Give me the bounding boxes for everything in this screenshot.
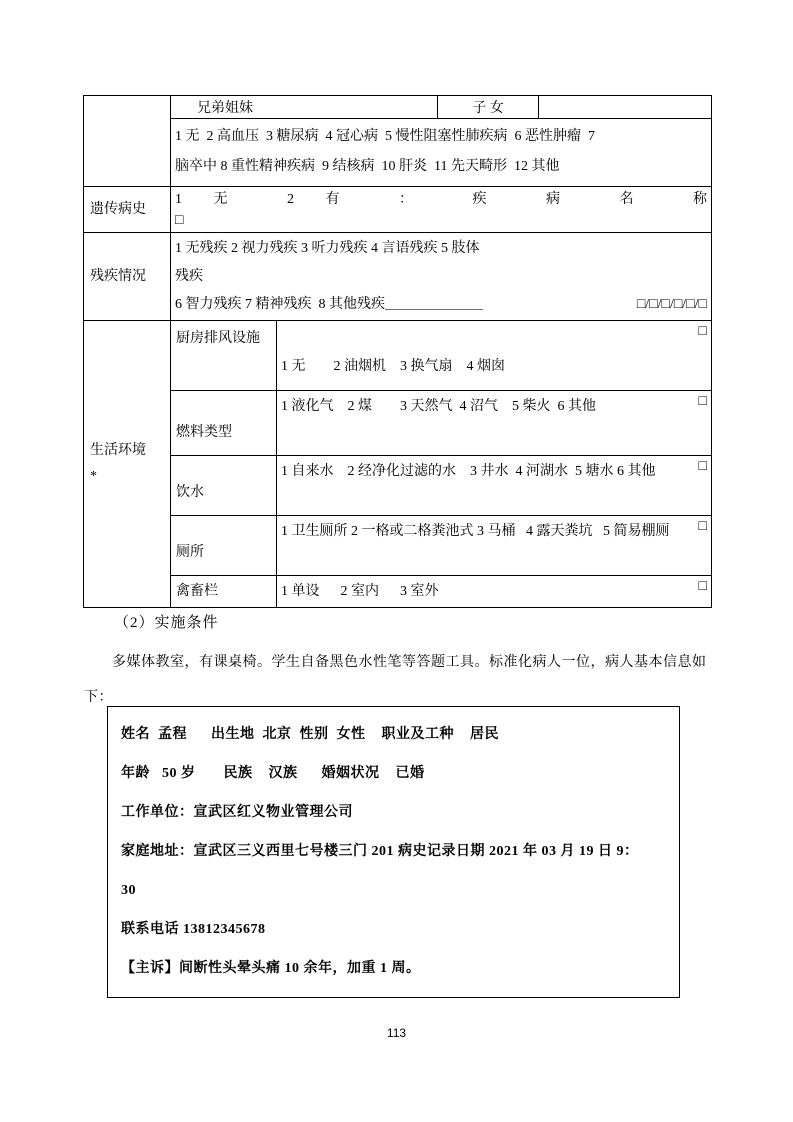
disability-options-line1: 1 无残疾 2 视力残疾 3 听力残疾 4 言语残疾 5 肢体 <box>175 241 480 256</box>
patient-info-line-3: 工作单位：宣武区红义物业管理公司 <box>121 805 353 820</box>
page-number: 113 <box>386 1026 407 1040</box>
kitchen-vent-checkbox-icon: □ <box>698 324 707 339</box>
siblings-header: 兄弟姐妹 <box>171 96 438 119</box>
disease-options-line1: 1 无 2 高血压 3 糖尿病 4 冠心病 5 慢性阻塞性肺疾病 6 恶性肿瘤 7 <box>175 129 595 144</box>
livestock-pen-options: 1 单设 2 室内 3 室外 <box>281 584 439 599</box>
drinking-water-options-cell <box>277 456 712 516</box>
family-history-label-cell <box>84 96 171 187</box>
toilet-label: 厕所 <box>171 516 277 576</box>
livestock-pen-checkbox-icon: □ <box>698 579 707 594</box>
fuel-type-checkbox-icon: □ <box>698 394 707 409</box>
chief-complaint-line: 【主诉】间断性头晕头痛 10 余年，加重 1 周。 <box>121 961 421 976</box>
disease-options-line2: 脑卒中 8 重性精神疾病 9 结核病 10 肝炎 11 先天畸形 12 其他 <box>175 159 560 174</box>
kitchen-vent-label: 厨房排风设施 <box>171 321 277 391</box>
patient-info-box <box>107 706 680 998</box>
patient-info-line-1: 姓名 孟程 出生地 北京 性别 女性 职业及工种 居民 <box>121 727 499 742</box>
intro-paragraph: 多媒体教室，有课桌椅。学生自备黑色水性笔等答题工具。标准化病人一位，病人基本信息如下： <box>84 655 707 705</box>
livestock-pen-options-cell <box>277 576 712 608</box>
living-environment-label <box>84 321 171 608</box>
kitchen-vent-options-cell <box>277 321 712 391</box>
genetic-options: 1 无 2 有 ： 疾 病 名 称 <box>175 192 707 207</box>
genetic-options-cell <box>171 187 712 233</box>
disability-options-line3: 6 智力残疾 7 精神残疾 8 其他残疾＿＿＿＿＿＿＿ <box>175 297 483 312</box>
patient-info-line-2: 年龄 50 岁 民族 汉族 婚姻状况 已婚 <box>121 766 425 781</box>
disability-label: 残疾情况 <box>84 233 171 321</box>
genetic-history-label: 遗传病史 <box>84 187 171 233</box>
disability-options-cell <box>171 233 712 321</box>
fuel-type-options-cell <box>277 391 712 456</box>
disability-checkbox-group: □/□/□/□/□/□ <box>636 297 707 312</box>
children-header: 子 女 <box>438 96 539 119</box>
genetic-checkbox-icon: □ <box>175 213 184 228</box>
fuel-type-options: 1 液化气 2 煤 3 天然气 4 沼气 5 柴火 6 其他 <box>281 399 596 414</box>
patient-info-line-5: 30 <box>121 883 136 898</box>
fuel-type-label: 燃料类型 <box>171 391 277 456</box>
drinking-water-label: 饮水 <box>171 456 277 516</box>
living-environment-label-text: 生活环境 <box>90 443 146 458</box>
toilet-options-cell <box>277 516 712 576</box>
section-heading: （2）实施条件 <box>114 615 219 631</box>
livestock-pen-label: 禽畜栏 <box>171 576 277 608</box>
health-record-table <box>83 95 712 608</box>
toilet-options: 1 卫生厕所 2 一格或二格粪池式 3 马桶 4 露天粪坑 5 简易棚厕 <box>281 524 670 539</box>
toilet-checkbox-icon: □ <box>698 519 707 534</box>
patient-info-line-4: 家庭地址：宣武区三义西里七号楼三门 201 病史记录日期 2021 年 03 月 19 日 9： <box>121 844 639 859</box>
disease-options-cell <box>171 119 712 187</box>
living-environment-star: * <box>90 469 97 484</box>
empty-header-cell <box>539 96 712 119</box>
kitchen-vent-options: 1 无 2 油烟机 3 换气扇 4 烟囱 <box>281 359 505 374</box>
patient-info-line-6: 联系电话 13812345678 <box>121 922 266 937</box>
disability-options-line2: 残疾 <box>175 269 203 284</box>
drinking-water-options: 1 自来水 2 经净化过滤的水 3 井水 4 河湖水 5 塘水 6 其他 <box>281 464 656 479</box>
drinking-water-checkbox-icon: □ <box>698 459 707 474</box>
